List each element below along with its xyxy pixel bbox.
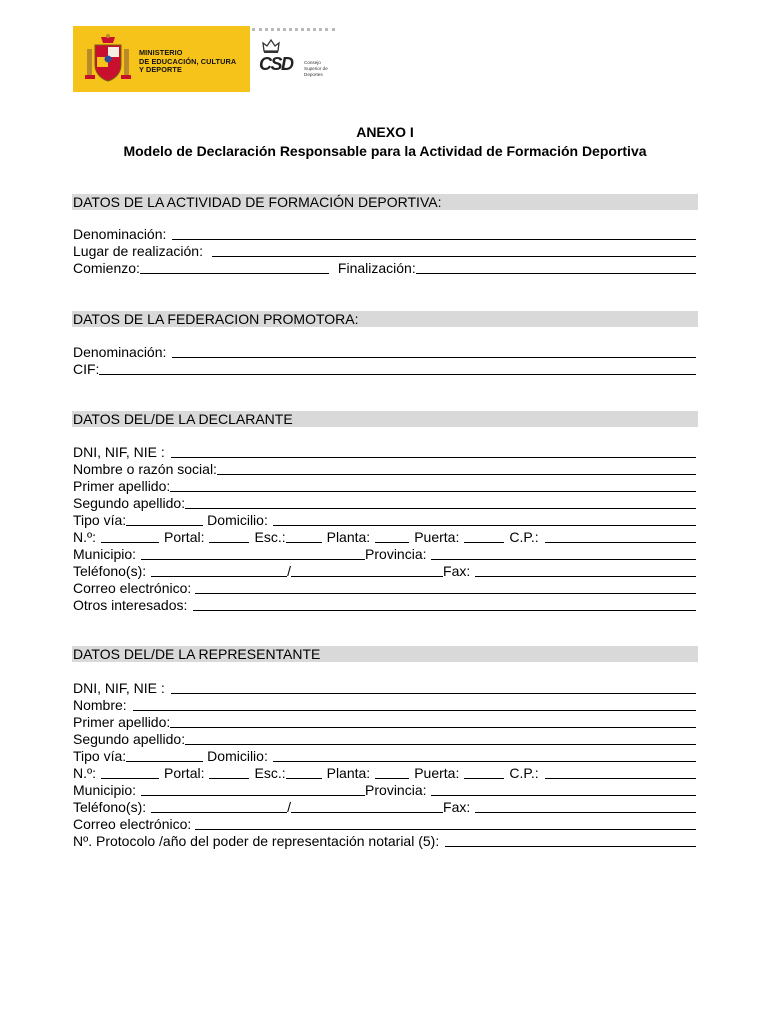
field-label: Domicilio:: [207, 748, 268, 764]
rep-municipio-field[interactable]: [141, 795, 365, 796]
csd-logo: [252, 26, 336, 92]
rep-segundo-apellido-field[interactable]: [185, 744, 696, 745]
declarant-esc-field[interactable]: [286, 542, 322, 543]
field-label: Lugar de realización:: [73, 243, 203, 259]
declarant-fax-field[interactable]: [475, 576, 696, 577]
field-label: Planta:: [326, 529, 371, 545]
declarant-puerta-field[interactable]: [464, 542, 504, 543]
declarant-numero-field[interactable]: [101, 542, 159, 543]
field-label: Domicilio:: [207, 512, 268, 528]
rep-dni-field[interactable]: [171, 693, 696, 694]
declarant-cp-field[interactable]: [545, 542, 696, 543]
section-header-activity: DATOS DE LA ACTIVIDAD DE FORMACIÓN DEPORTIVA:: [72, 194, 698, 210]
declarant-primer-apellido-row: [73, 478, 696, 495]
activity-denominacion-row: [73, 226, 696, 243]
field-label: Comienzo:: [73, 260, 140, 276]
rep-primer-apellido-row: [73, 714, 696, 731]
field-label: Teléfono(s):: [73, 799, 147, 815]
coat-of-arms-icon: [83, 33, 133, 85]
csd-line-1: Consejo: [304, 60, 321, 65]
rep-protocolo-field[interactable]: [445, 846, 696, 847]
field-label: Tipo vía:: [73, 748, 127, 764]
declarant-segundo-apellido-field[interactable]: [185, 508, 696, 509]
crown-icon: [262, 38, 280, 54]
csd-line-2: Superior de: [304, 66, 328, 71]
rep-address-row: [73, 748, 696, 765]
field-label: Nº. Protocolo /año del poder de representación notarial (5):: [73, 833, 440, 849]
declarant-nombre-field[interactable]: [217, 474, 696, 475]
rep-telefono-2-field[interactable]: [291, 812, 443, 813]
field-label: Denominación:: [73, 344, 167, 360]
rep-nombre-row: [73, 697, 696, 714]
declarant-nombre-row: [73, 461, 696, 478]
field-label: Primer apellido:: [73, 714, 171, 730]
field-label: Primer apellido:: [73, 478, 171, 494]
federation-cif-field[interactable]: [99, 374, 696, 375]
rep-esc-field[interactable]: [286, 778, 322, 779]
field-label: Puerta:: [414, 529, 460, 545]
rep-dni-row: [73, 680, 696, 697]
declarant-otros-field[interactable]: [193, 610, 696, 611]
ministry-line-2: DE EDUCACIÓN, CULTURA: [139, 56, 237, 66]
declarant-telefono-1-field[interactable]: [151, 576, 287, 577]
declarant-telefono-row: [73, 563, 696, 580]
rep-number-row: [73, 765, 696, 782]
field-label: Provincia:: [365, 782, 427, 798]
rep-telefono-row: [73, 799, 696, 816]
rep-segundo-apellido-row: [73, 731, 696, 748]
field-label: /: [287, 799, 292, 815]
declarant-otros-row: [73, 597, 696, 614]
rep-fax-field[interactable]: [475, 812, 696, 813]
field-label: DNI, NIF, NIE :: [73, 680, 165, 696]
rep-primer-apellido-field[interactable]: [170, 727, 696, 728]
field-label: Provincia:: [365, 546, 427, 562]
field-label: Portal:: [164, 765, 205, 781]
field-label: C.P.:: [509, 529, 539, 545]
field-label: Portal:: [164, 529, 205, 545]
csd-line-3: Deportes: [304, 72, 323, 77]
rep-nombre-field[interactable]: [133, 710, 696, 711]
field-label: Puerta:: [414, 765, 460, 781]
declarant-number-row: [73, 529, 696, 546]
annex-title: ANEXO I: [356, 124, 414, 140]
field-label: Fax:: [443, 563, 471, 579]
activity-lugar-field[interactable]: [212, 256, 696, 257]
declarant-segundo-apellido-row: [73, 495, 696, 512]
field-label: Planta:: [326, 765, 371, 781]
rep-telefono-1-field[interactable]: [151, 812, 287, 813]
declarant-correo-field[interactable]: [195, 593, 696, 594]
field-label: Correo electrónico:: [73, 580, 192, 596]
declarant-dni-field[interactable]: [171, 457, 696, 458]
declarant-correo-row: [73, 580, 696, 597]
field-label: Esc.:: [254, 765, 286, 781]
field-label: N.º:: [73, 529, 97, 545]
federation-cif-row: [73, 361, 696, 378]
declarant-address-row: [73, 512, 696, 529]
declarant-tipo-via-field[interactable]: [126, 525, 203, 526]
rep-portal-field[interactable]: [209, 778, 249, 779]
rep-protocolo-row: [73, 833, 696, 850]
field-label: Municipio:: [73, 782, 137, 798]
declarant-planta-field[interactable]: [375, 542, 409, 543]
field-label: C.P.:: [509, 765, 539, 781]
field-label: Segundo apellido:: [73, 731, 186, 747]
field-label: Segundo apellido:: [73, 495, 186, 511]
declarant-telefono-2-field[interactable]: [291, 576, 443, 577]
document-title: Modelo de Declaración Responsable para la Actividad de Formación Deportiva: [123, 143, 647, 159]
rep-provincia-field[interactable]: [431, 795, 697, 796]
field-label: N.º:: [73, 765, 97, 781]
activity-finalizacion-field[interactable]: [416, 273, 696, 274]
declarant-municipio-field[interactable]: [141, 559, 365, 560]
declarant-primer-apellido-field[interactable]: [170, 491, 696, 492]
activity-dates-row: [73, 260, 696, 277]
field-label: /: [287, 563, 292, 579]
field-label: Teléfono(s):: [73, 563, 147, 579]
field-label: Otros interesados:: [73, 597, 188, 613]
rep-correo-row: [73, 816, 696, 833]
declarant-provincia-field[interactable]: [431, 559, 697, 560]
activity-denominacion-field[interactable]: [172, 239, 696, 240]
field-label: Fax:: [443, 799, 471, 815]
section-header-representative: DATOS DEL/DE LA REPRESENTANTE: [72, 646, 698, 662]
field-label: Tipo vía:: [73, 512, 127, 528]
field-label: Finalización:: [337, 260, 416, 276]
rep-puerta-field[interactable]: [464, 778, 504, 779]
rep-correo-field[interactable]: [195, 829, 696, 830]
federation-denominacion-field[interactable]: [172, 357, 696, 358]
ministry-line-1: MINISTERIO: [139, 48, 183, 57]
ministry-line-3: Y DEPORTE: [139, 65, 182, 75]
csd-name: [304, 60, 338, 78]
activity-comienzo-field[interactable]: [140, 273, 329, 274]
field-label: Nombre:: [73, 697, 127, 713]
field-label: Municipio:: [73, 546, 137, 562]
ministry-logo: [73, 26, 250, 92]
rep-domicilio-field[interactable]: [273, 761, 696, 762]
section-header-declarant: DATOS DEL/DE LA DECLARANTE: [72, 411, 698, 427]
rep-numero-field[interactable]: [101, 778, 159, 779]
field-label: Denominación:: [73, 226, 167, 242]
section-header-federation: DATOS DE LA FEDERACION PROMOTORA:: [72, 311, 698, 327]
rep-municipio-row: [73, 782, 696, 799]
field-label: Esc.:: [254, 529, 286, 545]
logo-divider: [252, 28, 335, 31]
rep-cp-field[interactable]: [545, 778, 696, 779]
declarant-municipio-row: [73, 546, 696, 563]
field-label: CIF:: [73, 361, 100, 377]
ministry-name: [139, 49, 249, 75]
declarant-portal-field[interactable]: [209, 542, 249, 543]
activity-lugar-row: [73, 243, 696, 260]
csd-mark: CSD: [259, 54, 293, 74]
field-label: DNI, NIF, NIE :: [73, 444, 165, 460]
field-label: Correo electrónico:: [73, 816, 192, 832]
rep-planta-field[interactable]: [375, 778, 409, 779]
rep-tipo-via-field[interactable]: [126, 761, 203, 762]
federation-denominacion-row: [73, 344, 696, 361]
field-label: Nombre o razón social:: [73, 461, 217, 477]
declarant-domicilio-field[interactable]: [273, 525, 696, 526]
declarant-dni-row: [73, 444, 696, 461]
